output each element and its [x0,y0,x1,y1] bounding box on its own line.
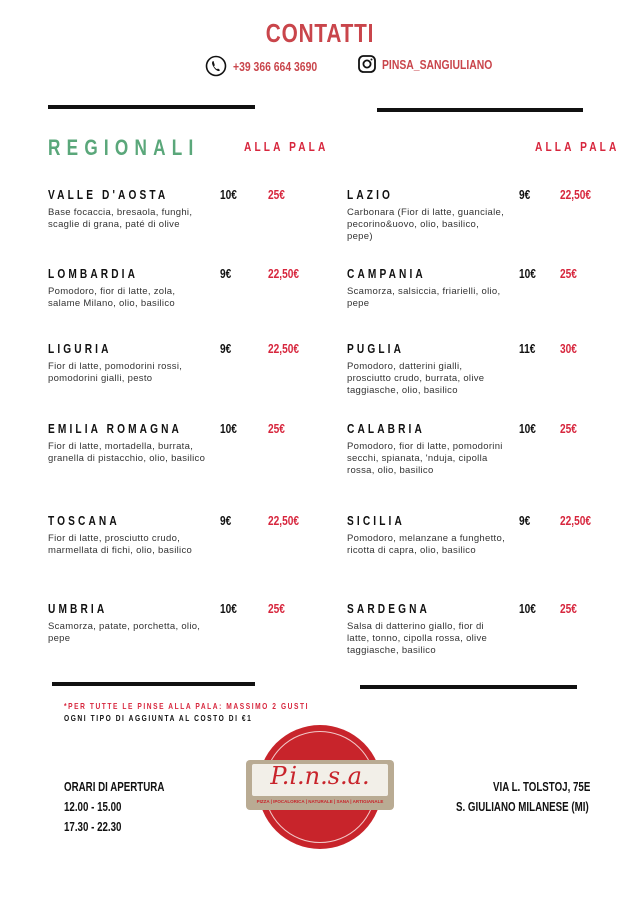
logo [258,725,382,849]
item-name: UMBRIA [48,601,108,616]
instagram-contact[interactable] [358,55,520,73]
divider [52,682,255,686]
item-price-alla-pala: 25€ [560,601,577,616]
item-price-alla-pala: 25€ [268,187,285,202]
column-label-alla-pala: ALLA PALA [244,139,329,154]
item-name: LIGURIA [48,341,112,356]
item-price: 10€ [519,601,536,616]
instagram-handle: PINSA_SANGIULIANO [382,56,493,72]
item-price-alla-pala: 25€ [560,421,577,436]
item-name: CAMPANIA [347,266,426,281]
item-description: Fior di latte, prosciutto crudo, marmellata di fichi, olio, basilico [48,533,193,556]
item-name: SARDEGNA [347,601,430,616]
instagram-icon [358,55,376,73]
hours-slot: 12.00 - 15.00 [64,800,122,814]
address-street: VIA L. TOLSTOJ, 75E [493,780,591,794]
phone-contact[interactable] [205,55,338,77]
divider [48,105,255,109]
item-description: Scamorza, patate, porchetta, olio, pepe [48,621,201,644]
item-price-alla-pala: 22,50€ [268,513,300,528]
phone-number: +39 366 664 3690 [233,58,318,74]
logo-tagline: PIZZA | IPOCALORICA | NATURALE | SANA | ARTIGIANALE [256,799,384,804]
column-label-alla-pala: ALLA PALA [535,139,620,154]
divider [360,685,577,689]
item-name: SICILIA [347,513,405,528]
note-extras: OGNI TIPO DI AGGIUNTA AL COSTO DI €1 [64,713,253,723]
item-price-alla-pala: 30€ [560,341,577,356]
item-price: 10€ [220,601,237,616]
section-title: REGIONALI [48,135,200,160]
item-description: Carbonara (Fior di latte, guanciale, pecorino&uovo, olio, basilico, pepe) [347,207,505,242]
phone-icon [205,55,227,77]
item-price: 10€ [519,266,536,281]
item-price: 9€ [220,513,232,528]
item-price: 9€ [220,266,232,281]
item-description: Salsa di datterino giallo, fior di latte, tonno, cipolla rossa, olive taggiasche, basilico [347,621,488,656]
address-city: S. GIULIANO MILANESE (MI) [456,800,589,814]
item-price-alla-pala: 22,50€ [268,341,300,356]
item-price: 9€ [519,513,531,528]
hours-label: ORARI DI APERTURA [64,780,165,794]
hours-slot: 17.30 - 22.30 [64,820,122,834]
item-price: 9€ [220,341,232,356]
item-description: Fior di latte, pomodorini rossi, pomodorini gialli, pesto [48,361,183,384]
item-description: Fior di latte, mortadella, burrata, granella di pistacchio, olio, basilico [48,441,206,464]
item-description: Base focaccia, bresaola, funghi, scaglie di grana, paté di olive [48,207,193,230]
item-price: 10€ [220,187,237,202]
item-name: EMILIA ROMAGNA [48,421,183,436]
item-price: 10€ [519,421,536,436]
item-price-alla-pala: 25€ [560,266,577,281]
item-name: LAZIO [347,187,394,202]
item-name: PUGLIA [347,341,405,356]
item-name: VALLE D'AOSTA [48,187,169,202]
divider [377,108,583,112]
item-name: TOSCANA [48,513,120,528]
item-price: 11€ [519,341,536,356]
item-description: Pomodoro, melanzane a funghetto, ricotta di capra, olio, basilico [347,533,506,556]
item-name: LOMBARDIA [48,266,139,281]
page-title: CONTATTI [265,18,375,48]
note-max-flavors: *PER TUTTE LE PINSE ALLA PALA: MASSIMO 2 GUSTI [64,701,310,711]
item-price-alla-pala: 22,50€ [268,266,300,281]
item-description: Pomodoro, fior di latte, zola, salame Milano, olio, basilico [48,286,176,309]
item-description: Pomodoro, datterini gialli, prosciutto crudo, burrata, olive taggiasche, olio, basilico [347,361,485,396]
item-description: Scamorza, salsiccia, friarielli, olio, pepe [347,286,501,309]
item-price: 10€ [220,421,237,436]
item-price-alla-pala: 22,50€ [560,513,592,528]
item-name: CALABRIA [347,421,425,436]
item-price-alla-pala: 25€ [268,421,285,436]
item-price-alla-pala: 25€ [268,601,285,616]
logo-text: P.i.n.s.a. [270,762,370,790]
item-price: 9€ [519,187,531,202]
item-description: Pomodoro, fior di latte, pomodorini secchi, spianata, 'nduja, cipolla rossa, olio, basilico [347,441,503,476]
item-price-alla-pala: 22,50€ [560,187,592,202]
